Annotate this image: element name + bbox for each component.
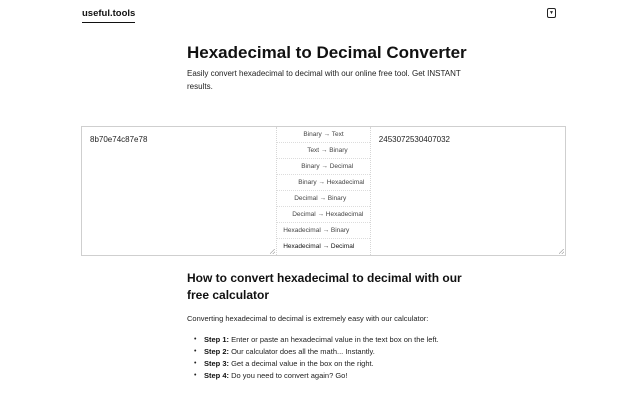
mode-decimal-to-binary[interactable]: Decimal → Binary — [277, 191, 370, 207]
mode-hexadecimal-to-decimal[interactable]: Hexadecimal → Decimal — [283, 243, 355, 250]
input-pane — [82, 127, 276, 255]
page-title: Hexadecimal to Decimal Converter — [187, 43, 467, 62]
steps-list — [187, 334, 477, 382]
howto-intro: Converting hexadecimal to decimal is extremely easy with our calculator: — [187, 314, 429, 323]
top-bar — [0, 0, 640, 30]
resize-handle-icon[interactable] — [559, 249, 564, 254]
chevron-down-icon: ▼ — [549, 9, 554, 16]
mode-binary-to-text[interactable]: Binary → Text — [277, 127, 370, 143]
site-logo-link[interactable]: useful.tools — [82, 8, 135, 23]
mode-binary-to-hexadecimal[interactable]: Binary → Hexadecimal — [277, 175, 370, 191]
decimal-output-textarea[interactable] — [371, 127, 565, 255]
menu-button[interactable] — [547, 8, 556, 18]
mode-hexadecimal-to-binary[interactable]: Hexadecimal → Binary — [277, 223, 370, 239]
mode-text-to-binary[interactable]: Text → Binary — [277, 143, 370, 159]
step-item: • Step 4: Do you need to convert again? Go! — [194, 370, 477, 382]
step-item: • Step 1: Enter or paste an hexadecimal value in the text box on the left. — [194, 334, 477, 346]
resize-handle-icon[interactable] — [270, 249, 275, 254]
hero-section — [187, 42, 467, 93]
page-subtitle: Easily convert hexadecimal to decimal with our online free tool. Get INSTANT results. — [187, 69, 461, 91]
step-item: • Step 3: Get a decimal value in the box on the right. — [194, 358, 477, 370]
mode-binary-to-decimal[interactable]: Binary → Decimal — [277, 159, 370, 175]
output-pane — [371, 127, 565, 255]
step-item: • Step 2: Our calculator does all the math... Instantly. — [194, 346, 477, 358]
conversion-mode-list — [276, 127, 371, 255]
howto-section — [187, 270, 477, 382]
hex-input-textarea[interactable] — [82, 127, 276, 255]
howto-title: How to convert hexadecimal to decimal with our free calculator — [187, 271, 462, 302]
mode-decimal-to-hexadecimal[interactable]: Decimal → Hexadecimal — [277, 207, 370, 223]
converter-panel — [81, 126, 566, 256]
